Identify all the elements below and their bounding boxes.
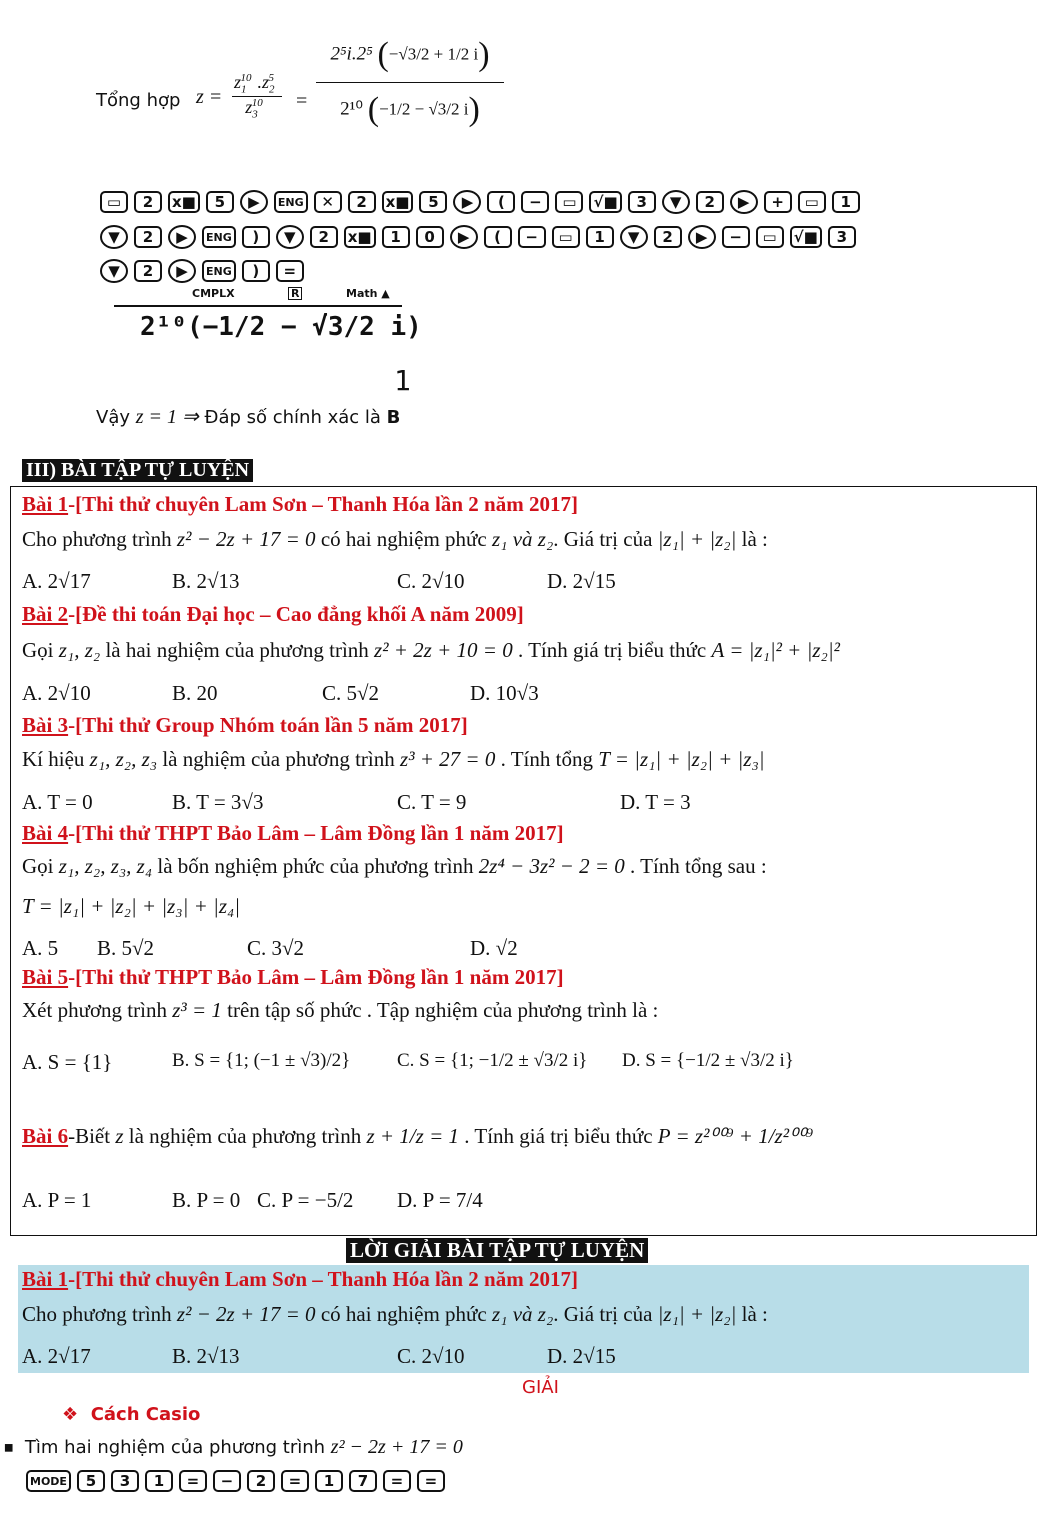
intro-frac2: [316, 28, 504, 129]
down-arrow-key: ▼: [100, 259, 128, 283]
digit-2-key: 2: [654, 226, 682, 248]
conclusion-text-a: Vậy: [96, 407, 130, 428]
problem-6-source: -Biết: [68, 1124, 111, 1148]
mode-key: MODE: [26, 1470, 71, 1492]
intro-den-expr: 2¹⁰: [340, 98, 363, 120]
p4-stem-b: z₁, z₂, z₃, z₄: [58, 854, 153, 878]
p2-stem-c: là hai nghiệm của phương trình: [105, 638, 369, 662]
right-arrow-key: ▶: [688, 225, 716, 249]
intro-den-paren-open: (: [367, 91, 380, 128]
minus-key: −: [213, 1470, 241, 1492]
equals-key: =: [383, 1470, 411, 1492]
right-arrow-key: ▶: [168, 225, 196, 249]
p5-stem-b: trên tập số phức . Tập nghiệm của phương trình là :: [227, 998, 659, 1022]
conclusion-text-b: Đáp số chính xác là: [204, 407, 381, 428]
fraction-key: ▭: [756, 226, 784, 248]
p2-stem-b: z₁, z₂: [58, 638, 101, 662]
z2-symbol: z: [262, 72, 270, 92]
p3-option-d: D. T = 3: [620, 790, 691, 814]
p4-option-d: D. √2: [470, 936, 518, 960]
p1-stem-a: Cho phương trình: [22, 527, 172, 551]
z3-sub: 3: [252, 108, 258, 121]
problem-4-source: -[Thi thử THPT Bảo Lâm – Lâm Đồng lần 1 năm 2017]: [68, 821, 564, 845]
problem-1-stem: [22, 527, 768, 552]
digit-7-key: 7: [349, 1470, 377, 1492]
p1-option-d: D. 2√15: [547, 569, 616, 593]
p3-stem-b: z₁, z₂, z₃: [89, 747, 158, 771]
intro-den-paren-close: ): [468, 91, 480, 128]
p3-stem-e: T = |z₁| + |z₂| + |z₃|: [598, 747, 765, 771]
p5-option-b: B. S = {1; (−1 ± √3)/2}: [172, 1050, 351, 1071]
down-arrow-key: ▼: [276, 225, 304, 249]
fraction-key: ▭: [552, 226, 580, 248]
p4-option-a: A. 5: [22, 936, 59, 960]
casio-bullet-text: Tìm hai nghiệm của phương trình: [24, 1437, 326, 1458]
s-option-a: A. 2√17: [22, 1344, 91, 1368]
power-key: x■: [382, 191, 414, 213]
p4-option-c: C. 3√2: [247, 936, 305, 960]
p1-option-a: A. 2√17: [22, 569, 91, 593]
z2-sub: 2: [269, 83, 275, 96]
p6-stem-eq: z + 1/z = 1: [366, 1124, 459, 1148]
p3-stem-eq: z³ + 27 = 0: [400, 747, 496, 771]
open-paren-key: (: [487, 191, 515, 213]
z1-sub: 1: [241, 83, 247, 96]
fraction-key: ▭: [798, 191, 826, 213]
problem-5-source: -[Thi thử THPT Bảo Lâm – Lâm Đồng lần 1 năm 2017]: [68, 965, 564, 989]
close-paren-key: ): [242, 226, 270, 248]
p1-option-b: B. 2√13: [172, 569, 240, 593]
problem-1-header: [22, 492, 578, 517]
square-bullet-icon: ■: [4, 1442, 14, 1454]
problem-2-stem: [22, 638, 840, 663]
p3-stem-d: . Tính tổng: [500, 747, 593, 771]
section3-title: III) BÀI TẬP TỰ LUYỆN: [22, 459, 253, 482]
intro-den-paren: −1/2 − √3/2 i: [379, 99, 469, 119]
s-option-d: D. 2√15: [547, 1344, 616, 1368]
problem-6-label: Bài 6: [22, 1124, 69, 1148]
conclusion: [96, 404, 400, 429]
z1-symbol: z: [234, 72, 242, 92]
eng-key: ENG: [274, 191, 308, 213]
digit-2-key: 2: [134, 191, 162, 213]
digit-1-key: 1: [315, 1470, 343, 1492]
p4-stem-d: . Tính tổng sau :: [630, 854, 767, 878]
calc-status-r: R: [288, 287, 302, 300]
eng-key: ENG: [202, 260, 236, 282]
diamond-bullet-icon: ❖: [62, 1404, 79, 1425]
z3-sup: 10: [251, 96, 263, 109]
digit-5-key: 5: [419, 191, 447, 213]
conclusion-expr: z = 1 ⇒: [135, 406, 199, 428]
z2-sup: 5: [268, 72, 275, 84]
digit-1-key: 1: [145, 1470, 173, 1492]
p6-option-d: D. P = 7/4: [397, 1188, 483, 1212]
problem-2-source: -[Đề thi toán Đại học – Cao đẳng khối A năm 2009]: [68, 602, 524, 626]
casio-heading: [62, 1404, 200, 1425]
s-stem-a: Cho phương trình: [22, 1302, 172, 1326]
key-row-4: [26, 1470, 445, 1492]
p6-option-a: A. P = 1: [22, 1188, 92, 1212]
calc-result: 1: [394, 364, 411, 397]
giai-label: GIẢI: [522, 1377, 559, 1398]
key-row-2: [100, 225, 856, 249]
key-row-3: [100, 259, 304, 283]
digit-3-key: 3: [111, 1470, 139, 1492]
right-arrow-key: ▶: [240, 190, 268, 214]
digit-1-key: 1: [382, 226, 410, 248]
intro-num-expr: 2⁵i.2⁵: [330, 43, 373, 65]
power-key: x■: [344, 226, 376, 248]
p6-stem-a: z: [115, 1124, 124, 1148]
digit-2-key: 2: [348, 191, 376, 213]
problem-5-stem: [22, 998, 658, 1023]
down-arrow-key: ▼: [620, 225, 648, 249]
p4-stem-eq: 2z⁴ − 3z² − 2 = 0: [478, 854, 625, 878]
p3-option-c: C. T = 9: [397, 790, 467, 814]
p5-option-d: D. S = {−1/2 ± √3/2 i}: [622, 1050, 794, 1071]
digit-2-key: 2: [134, 226, 162, 248]
s-option-b: B. 2√13: [172, 1344, 240, 1368]
problem-3-stem: [22, 747, 765, 772]
p1-stem-eq: z² − 2z + 17 = 0: [176, 527, 316, 551]
minus-key: −: [722, 226, 750, 248]
sqrt-key: √■: [589, 191, 621, 213]
problem-4-label: Bài 4: [22, 821, 69, 845]
p4-stem-c: là bốn nghiệm phức của phương trình: [157, 854, 474, 878]
eng-key: ENG: [202, 226, 236, 248]
problem-6-stem: [22, 1124, 813, 1149]
s-stem-e: |z₁| + |z₂|: [657, 1302, 737, 1326]
p5-option-a: A. S = {1}: [22, 1050, 113, 1074]
digit-3-key: 3: [628, 191, 656, 213]
digit-3-key: 3: [828, 226, 856, 248]
p6-option-b: B. P = 0: [172, 1188, 241, 1212]
p6-stem-c: . Tính giá trị biểu thức: [464, 1124, 653, 1148]
p6-option-c: C. P = −5/2: [257, 1188, 354, 1212]
sqrt-key: √■: [790, 226, 822, 248]
p2-stem-eq: z² + 2z + 10 = 0: [374, 638, 513, 662]
casio-bullet: [4, 1436, 463, 1459]
fraction-key: ▭: [100, 191, 128, 213]
z1-sup: 10: [240, 72, 252, 84]
multiply-key: ✕: [314, 191, 342, 213]
problem-2-label: Bài 2: [22, 602, 69, 626]
down-arrow-key: ▼: [100, 225, 128, 249]
solution-label: Bài 1: [22, 1267, 69, 1291]
digit-0-key: 0: [416, 226, 444, 248]
solution-stem: [22, 1302, 768, 1327]
p2-stem-d: . Tính giá trị biểu thức: [517, 638, 707, 662]
p1-stem-b: có hai nghiệm phức: [320, 527, 487, 551]
right-arrow-key: ▶: [453, 190, 481, 214]
p1-stem-e: |z₁| + |z₂|: [657, 527, 737, 551]
p2-option-b: B. 20: [172, 681, 218, 705]
p3-stem-a: Kí hiệu: [22, 747, 85, 771]
digit-2-key: 2: [696, 191, 724, 213]
problem-1-source: -[Thi thử chuyên Lam Sơn – Thanh Hóa lần 2 năm 2017]: [68, 492, 578, 516]
p4-stem-e: T = |z₁| + |z₂| + |z₃| + |z₄|: [22, 894, 241, 918]
s-stem-b: có hai nghiệm phức: [320, 1302, 487, 1326]
p6-stem-b: là nghiệm của phương trình: [128, 1124, 362, 1148]
intro-num-paren-open: (: [377, 36, 389, 73]
calc-status-math: Math ▲: [346, 287, 390, 300]
plus-key: +: [764, 191, 792, 213]
digit-2-key: 2: [247, 1470, 275, 1492]
p5-option-c: C. S = {1; −1/2 ± √3/2 i}: [397, 1050, 588, 1071]
p2-option-a: A. 2√10: [22, 681, 91, 705]
p1-option-c: C. 2√10: [397, 569, 465, 593]
problem-5-label: Bài 5: [22, 965, 69, 989]
problem-2-header: [22, 602, 524, 627]
calc-screen-divider: [114, 305, 402, 307]
digit-1-key: 1: [832, 191, 860, 213]
s-stem-f: là :: [741, 1302, 768, 1326]
right-arrow-key: ▶: [730, 190, 758, 214]
calc-status-cmplx: CMPLX: [192, 287, 235, 300]
intro-lhs: z =: [196, 86, 223, 108]
power-key: x■: [168, 191, 200, 213]
s-option-c: C. 2√10: [397, 1344, 465, 1368]
z3-symbol: z: [245, 96, 253, 117]
intro-label: Tổng hợp: [96, 90, 181, 111]
solution-title: LỜI GIẢI BÀI TẬP TỰ LUYỆN: [346, 1238, 648, 1263]
p4-option-b: B. 5√2: [97, 936, 155, 960]
p1-stem-f: là :: [741, 527, 768, 551]
intro-eq2: =: [296, 90, 308, 112]
p3-option-b: B. T = 3√3: [172, 790, 264, 814]
s-stem-d: . Giá trị của: [553, 1302, 653, 1326]
p5-stem-eq: z³ = 1: [172, 998, 222, 1022]
problem-3-source: -[Thi thử Group Nhóm toán lần 5 năm 2017]: [68, 713, 468, 737]
casio-bullet-eq: z² − 2z + 17 = 0: [330, 1436, 463, 1458]
solution-header: [22, 1267, 578, 1292]
digit-2-key: 2: [134, 260, 162, 282]
p2-option-c: C. 5√2: [322, 681, 380, 705]
p1-stem-c: z₁ và z₂: [491, 527, 554, 551]
digit-5-key: 5: [206, 191, 234, 213]
problem-3-label: Bài 3: [22, 713, 69, 737]
p5-stem-a: Xét phương trình: [22, 998, 167, 1022]
minus-key: −: [521, 191, 549, 213]
problem-4-stem: [22, 854, 767, 879]
p1-stem-d: . Giá trị của: [553, 527, 653, 551]
key-row-1: [100, 190, 860, 214]
fraction-key: ▭: [555, 191, 583, 213]
problem-3-header: [22, 713, 468, 738]
equals-key: =: [417, 1470, 445, 1492]
p3-stem-c: là nghiệm của phương trình: [162, 747, 395, 771]
down-arrow-key: ▼: [662, 190, 690, 214]
digit-1-key: 1: [586, 226, 614, 248]
digit-2-key: 2: [310, 226, 338, 248]
digit-5-key: 5: [77, 1470, 105, 1492]
p2-stem-e: A = |z₁|² + |z₂|²: [711, 638, 840, 662]
problem-1-label: Bài 1: [22, 492, 69, 516]
right-arrow-key: ▶: [450, 225, 478, 249]
s-stem-eq: z² − 2z + 17 = 0: [176, 1302, 316, 1326]
intro-num-paren-close: ): [478, 36, 490, 73]
problem-4-header: [22, 821, 564, 846]
s-stem-c: z₁ và z₂: [491, 1302, 554, 1326]
open-paren-key: (: [484, 226, 512, 248]
casio-heading-text: Cách Casio: [90, 1404, 201, 1425]
p6-stem-e: P = z²⁰⁰⁹ + 1/z²⁰⁰⁹: [657, 1124, 814, 1148]
solution-source: -[Thi thử chuyên Lam Sơn – Thanh Hóa lần 2 năm 2017]: [68, 1267, 578, 1291]
minus-key: −: [518, 226, 546, 248]
problem-5-header: [22, 965, 564, 990]
p3-option-a: A. T = 0: [22, 790, 93, 814]
p2-option-d: D. 10√3: [470, 681, 539, 705]
p2-stem-a: Gọi: [22, 638, 54, 662]
right-arrow-key: ▶: [168, 259, 196, 283]
intro-frac1: $z_1^{10}$ $.z_2^5$ $z_3^{10}$: [232, 72, 282, 120]
equals-key: =: [276, 260, 304, 282]
equals-key: =: [281, 1470, 309, 1492]
p4-stem-a: Gọi: [22, 854, 54, 878]
conclusion-answer: B: [386, 407, 401, 428]
calc-display-expr: 2¹⁰(−1/2 − √3/2 i): [140, 312, 422, 342]
intro-num-paren: −√3/2 + 1/2 i: [388, 44, 479, 64]
close-paren-key: ): [242, 260, 270, 282]
equals-key: =: [179, 1470, 207, 1492]
